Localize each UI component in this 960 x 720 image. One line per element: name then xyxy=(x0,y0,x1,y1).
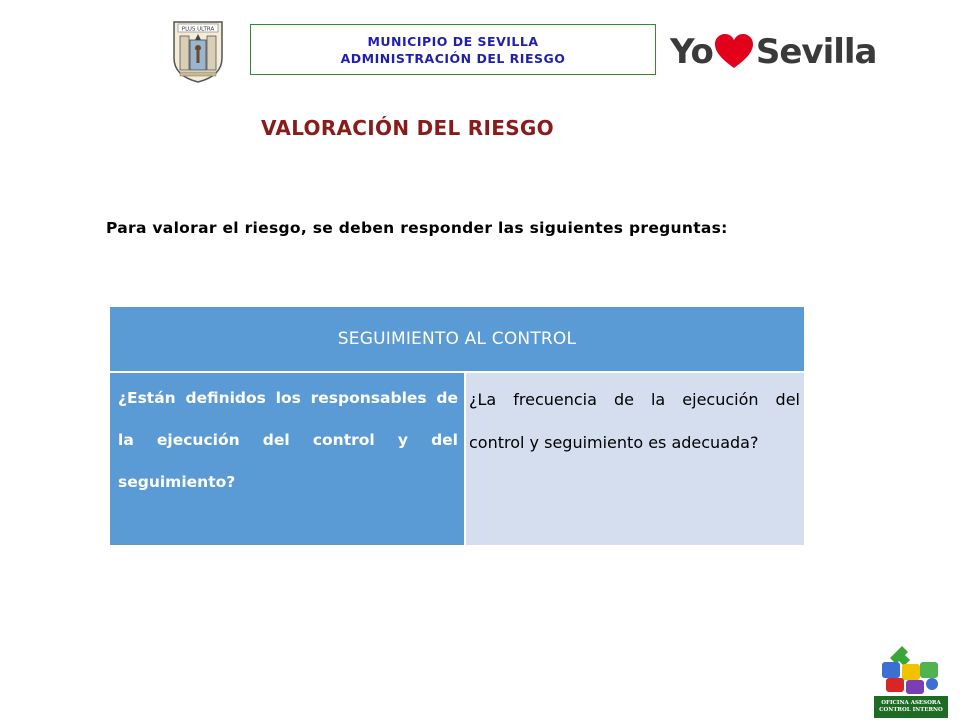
brand-word-sevilla: Sevilla xyxy=(755,32,877,72)
heart-icon xyxy=(714,34,754,70)
crest-motto: PLUS ULTRA xyxy=(181,26,215,33)
header-box xyxy=(250,24,656,75)
yo-sevilla-logo xyxy=(670,30,876,74)
header-line-2: ADMINISTRACIÓN DEL RIESGO xyxy=(340,50,566,66)
header-line-1: MUNICIPIO DE SEVILLA xyxy=(367,33,539,49)
table-header: SEGUIMIENTO AL CONTROL xyxy=(109,306,805,372)
brand-word-yo: Yo xyxy=(670,32,713,72)
page-title: VALORACIÓN DEL RIESGO xyxy=(261,116,554,140)
control-table xyxy=(109,306,805,546)
sevilla-crest-icon xyxy=(170,18,226,84)
office-line-2: CONTROL INTERNO xyxy=(879,707,943,713)
question-frequency: ¿La frecuencia de la ejecución del control y seguimiento es adecuada? xyxy=(465,372,805,546)
intro-text: Para valorar el riesgo, se deben responder las siguientes preguntas: xyxy=(106,219,728,237)
office-label xyxy=(874,696,948,718)
question-responsibles: ¿Están definidos los responsables de la ejecución del control y del seguimiento? xyxy=(109,372,465,546)
office-line-1: OFICINA ASESORA xyxy=(881,700,941,706)
